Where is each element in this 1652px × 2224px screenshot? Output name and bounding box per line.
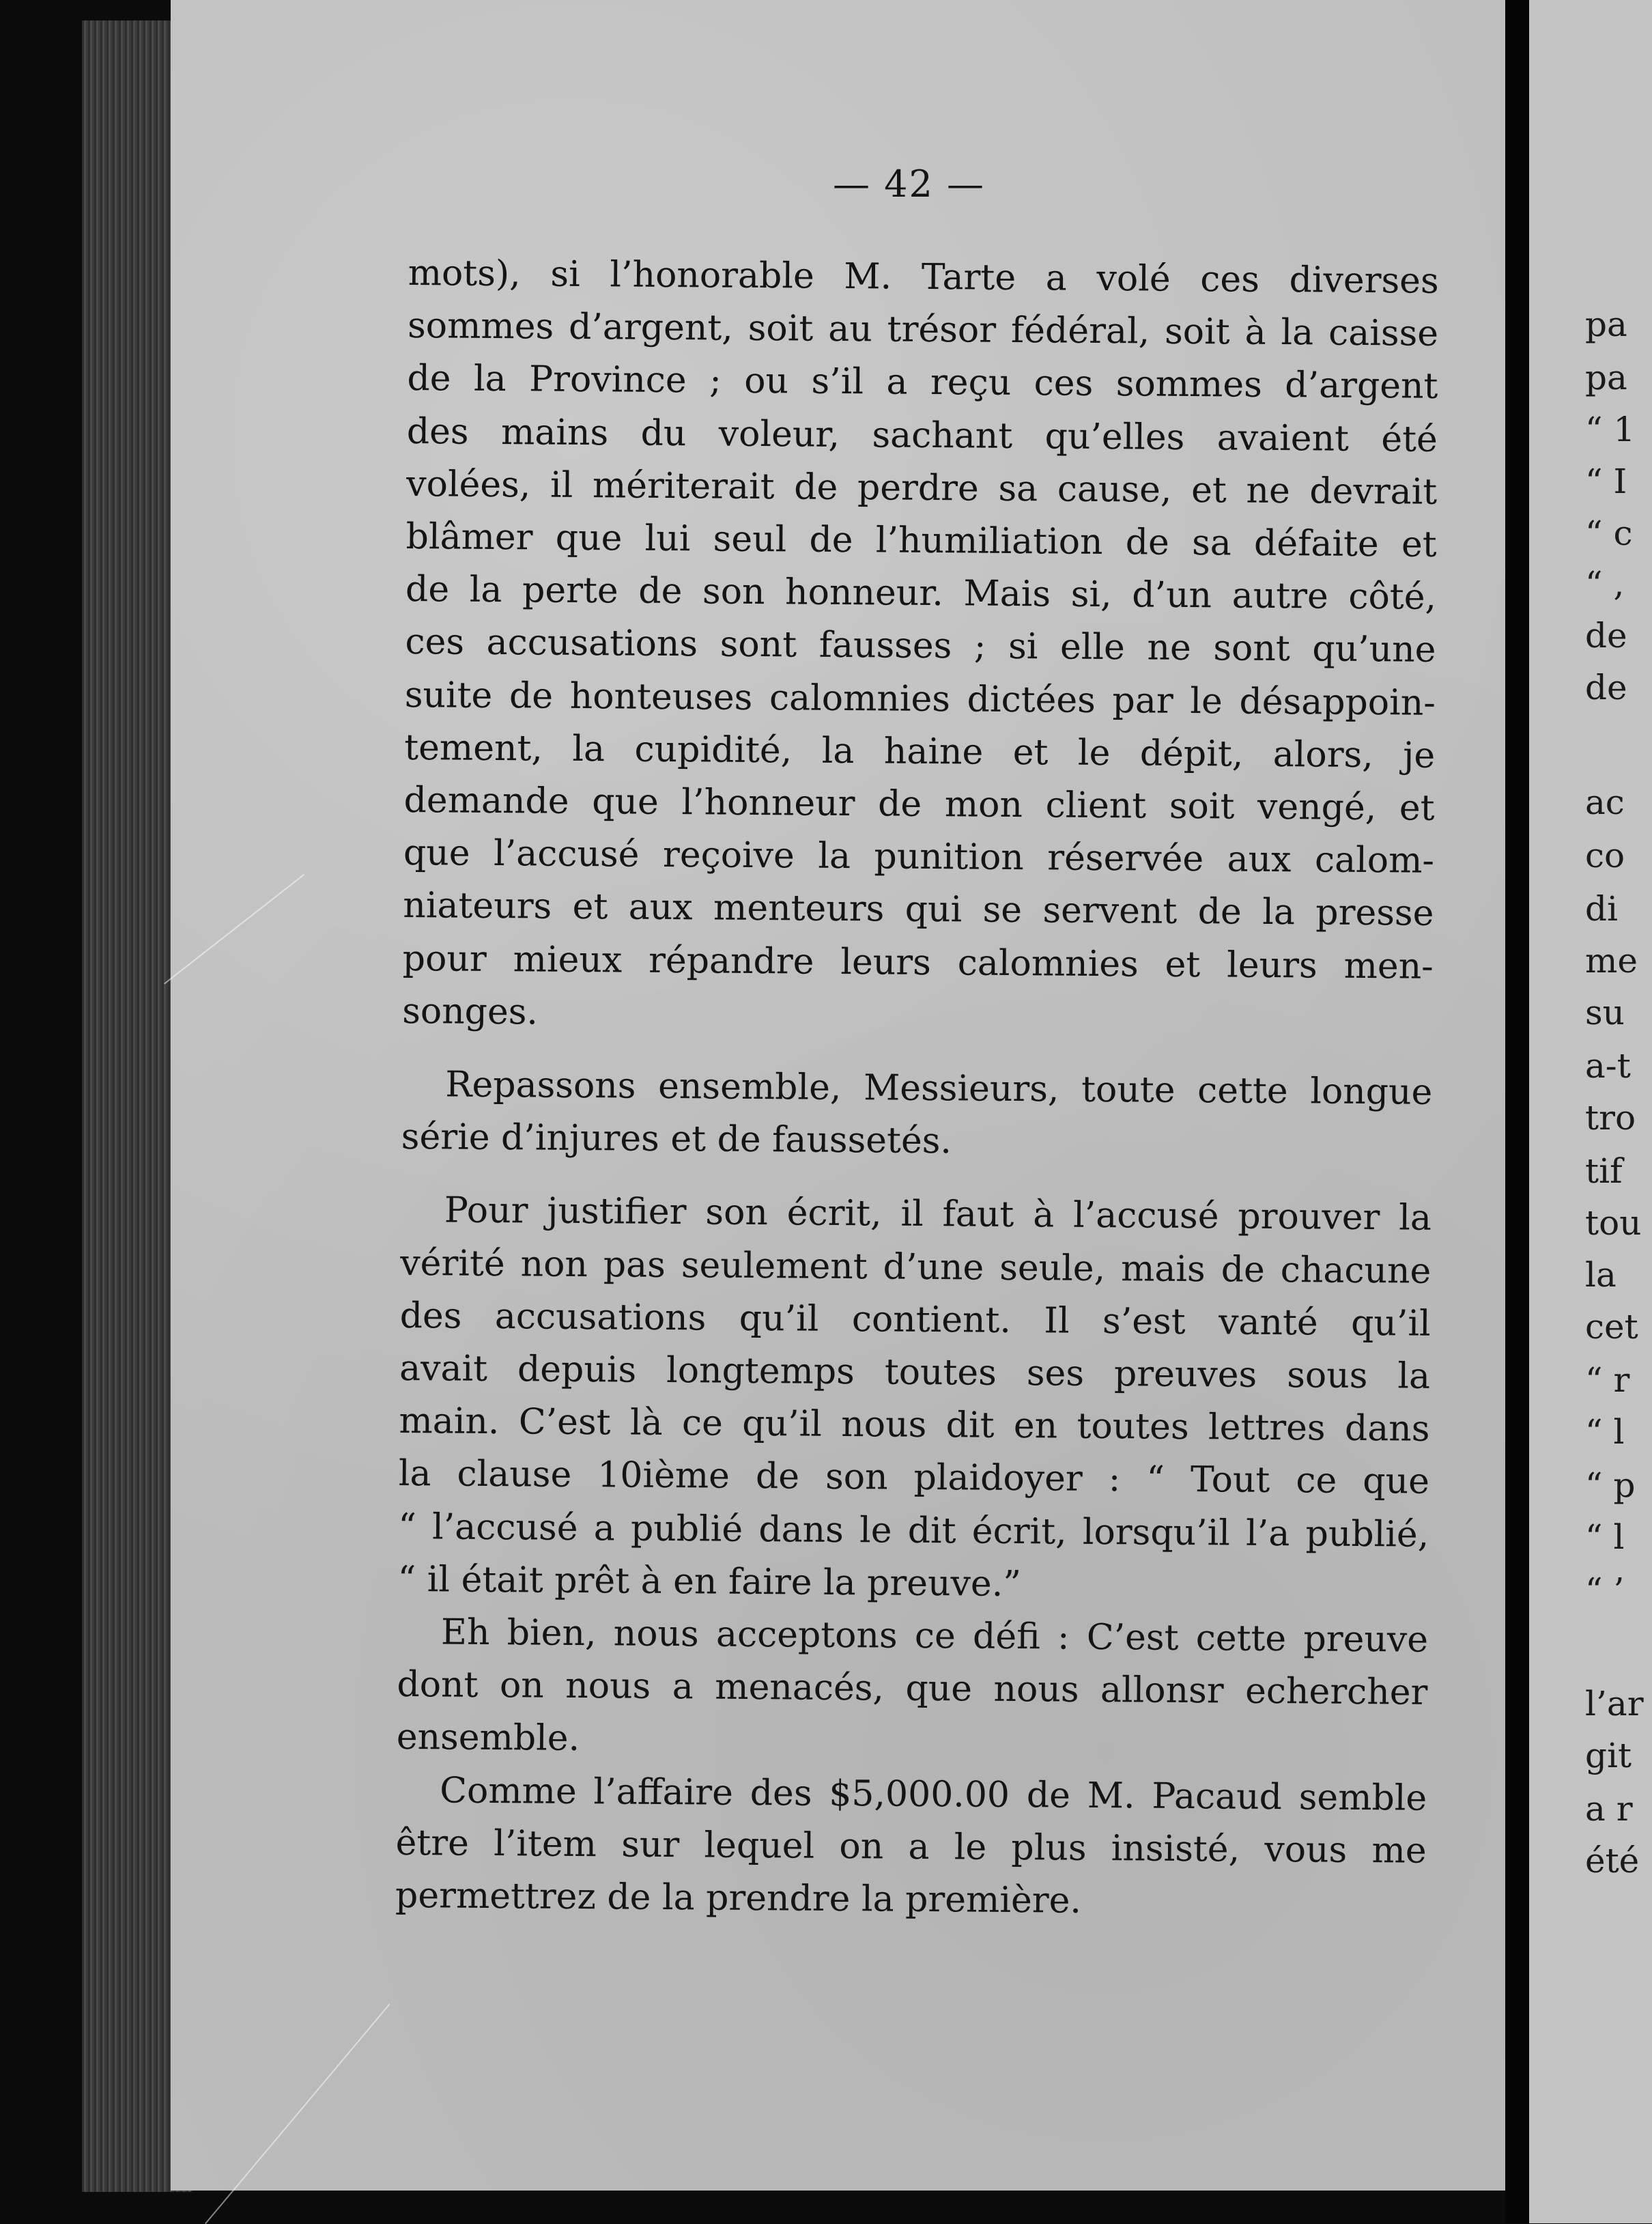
facing-page-fragment: “ c [1585,513,1633,553]
text-line: permettrez de la prendre la première. [395,1875,1082,1922]
text-line: Pour justifier son écrit, il faut à l’accusé prouver la [444,1190,1432,1239]
text-line: mots), si l’honorable M. Tarte a volé ces diverses [408,252,1439,302]
text-line: de la Province ; ou s’il a reçu ces sommes d’argent [407,358,1438,408]
paragraph-1 [402,247,1439,1046]
facing-page-fragment: pa [1585,305,1627,344]
page-number: — 42 — [833,163,986,206]
text-line: pour mieux répandre leurs calomnies et leurs men- [402,938,1434,987]
facing-page-fragment: “ l [1585,1412,1625,1452]
text-line: avait depuis longtemps toutes ses preuves sous la [399,1348,1431,1397]
text-line: Comme l’affaire des $5,000.00 de M. Pacaud semble [440,1770,1427,1819]
text-line: Eh bien, nous acceptons ce défi : C’est cette preuve [440,1611,1429,1661]
facing-page-fragment: “ , [1585,564,1625,604]
facing-page-fragment: “ l [1585,1517,1625,1557]
text-line: ensemble. [396,1717,580,1760]
text-line: songes. [401,990,539,1033]
facing-page-fragment: “ 1 [1585,410,1636,449]
text-line: “ il était prêt à en faire la preuve.” [397,1558,1022,1605]
text-line: la clause 10ième de son plaidoyer : “ Tout ce que [398,1453,1430,1503]
facing-page-fragment: su [1585,993,1625,1032]
facing-page-fragment: di [1585,889,1618,929]
facing-page-fragment: l’ar [1585,1684,1644,1723]
facing-page-fragment: “ I [1585,462,1627,501]
facing-page-fragment: “ ’ [1585,1571,1625,1610]
facing-page-fragment: “ r [1585,1360,1630,1400]
facing-page-fragment: la [1585,1255,1617,1295]
book-gutter [1505,0,1529,2223]
text-line: dont on nous a menacés, que nous allonsr echercher [397,1664,1428,1714]
paragraph-4 [397,1606,1429,1772]
facing-page-fragment: a r [1585,1789,1633,1829]
facing-page-fragment: a-t [1585,1046,1631,1086]
text-line: tement, la cupidité, la haine et le dépit, alors, je [404,727,1436,776]
facing-page-fragment: de [1585,668,1627,707]
facing-page-fragment: git [1585,1736,1632,1775]
text-line: vérité non pas seulement d’une seule, mais de chacune [400,1242,1432,1292]
text-line: de la perte de son honneur. Mais si, d’un autre côté, [405,569,1437,619]
facing-page-fragment: co [1585,836,1625,875]
text-line: ces accusations sont fausses ; si elle ne sont qu’une [405,621,1436,671]
facing-page-fragment: tif [1585,1151,1623,1191]
paragraph-2 [401,1058,1432,1172]
text-line: niateurs et aux menteurs qui se servent de la presse [403,885,1434,935]
facing-page-fragment: pa [1585,358,1627,397]
text-line: blâmer que lui seul de l’humiliation de sa défaite et [405,516,1437,565]
text-line: Repassons ensemble, Messieurs, toute cette longue [445,1064,1433,1113]
facing-page-fragment: me [1585,941,1638,981]
text-line: être l’item sur lequel on a le plus insisté, vous me [395,1822,1427,1872]
text-line: des mains du voleur, sachant qu’elles avaient été [406,410,1438,460]
text-column [395,247,1439,1930]
text-line: série d’injures et de faussetés. [401,1116,952,1162]
facing-page-fragment: de [1585,616,1627,656]
facing-page-fragment: ac [1585,783,1625,822]
text-line: des accusations qu’il contient. Il s’est vanté qu’il [399,1295,1431,1345]
text-line: “ l’accusé a publié dans le dit écrit, lorsqu’il l’a publié, [398,1506,1429,1556]
text-line: suite de honteuses calomnies dictées par le désappoin- [404,674,1436,724]
facing-page-fragment: tou [1585,1203,1642,1243]
facing-page-fragment: tro [1585,1098,1636,1138]
text-line: volées, il mériterait de perdre sa cause, et ne devrait [406,463,1438,513]
facing-page-fragment: été [1585,1841,1640,1881]
text-line: sommes d’argent, soit au trésor fédéral, soit à la caisse [407,305,1439,355]
paragraph-3 [397,1184,1432,1614]
text-line: que l’accusé reçoive la punition réservée aux calom- [403,832,1435,882]
text-line: demande que l’honneur de mon client soit vengé, et [403,780,1435,829]
facing-page-fragment: cet [1585,1307,1638,1347]
text-line: main. C’est là ce qu’il nous dit en toutes lettres dans [399,1400,1430,1450]
paragraph-5 [395,1764,1427,1930]
facing-page-fragment: “ p [1585,1465,1636,1505]
